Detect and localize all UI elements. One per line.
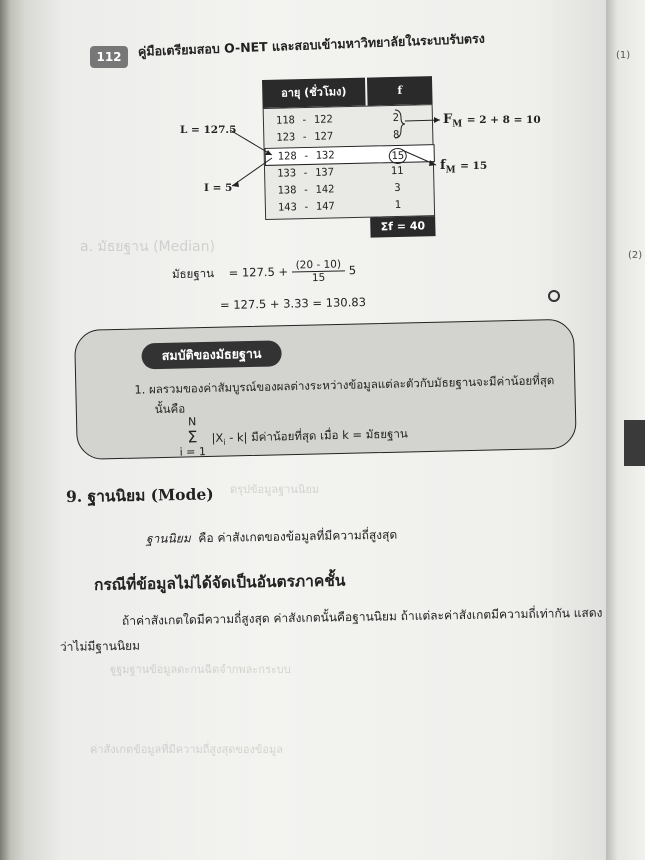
definition-line: ฐานนิยม คือ ค่าสังเกตของข้อมูลที่มีความถี่สูงสุด [145, 527, 398, 546]
age-cell: 133 - 137 [276, 166, 335, 180]
box-title: สมบัติของมัธยฐาน [141, 340, 282, 369]
paragraph-line2: ว่าไม่มีฐานนิยม [59, 638, 141, 654]
page-header [90, 30, 486, 70]
age-cell: 123 - 127 [276, 130, 334, 144]
property-item-text: 1. ผลรวมของค่าสัมบูรณ์ของผลต่างระหว่างข้อมูลแต่ละตัวกับมัธยฐานจะมีค่าน้อยที่สุด [134, 373, 555, 397]
median-property-box [74, 319, 577, 460]
age-cell: 128 - 132 [277, 149, 335, 163]
property-item-text2: นั้นคือ [154, 401, 186, 417]
circle-marker: 15 [389, 148, 407, 164]
table-body [263, 104, 435, 220]
book-spine-edge [0, 0, 26, 860]
show-through-text: ดรุปข้อมูลฐานนิยม [230, 483, 320, 496]
show-through-text: a. มัธยฐาน (Median) [80, 239, 215, 255]
total-frequency: Σf = 40 [370, 216, 435, 237]
age-cell: 143 - 147 [277, 200, 335, 214]
paragraph-line1: ถ้าค่าสังเกตใดมีความถี่สูงสุด ค่าสังเกตนั้นคือฐานนิยม ถ้าแต่ละค่าสังเกตมีความถี่เท่ากัน แสดง [121, 605, 603, 628]
right-page-fragment: (1) [616, 50, 631, 61]
sigma-notation: N Σ i = 1 [179, 415, 207, 459]
book-title: คู่มือเตรียมสอบ O-NET และสอบเข้ามหาวิทยาลัยในระบบรับตรง [137, 30, 486, 59]
label-fm-small: $f_M = 15$ [440, 158, 488, 176]
median-formula-line1: มัธยฐาน = 127.5 + $\frac{(20 - 10)}{15}$ 5 [171, 258, 357, 285]
median-formula-line2: = 127.5 + 3.33 = 130.83 [219, 294, 367, 312]
subheading: กรณีที่ข้อมูลไม่ได้จัดเป็นอันตรภาคชั้น [93, 571, 346, 594]
label-i: I = 5 [204, 182, 233, 194]
side-tab [624, 420, 645, 466]
section-heading: 9. ฐานนิยม (Mode) [65, 484, 214, 506]
freq-cell: 8 [392, 128, 400, 142]
gear-icon [548, 290, 560, 302]
age-cell: 118 - 122 [275, 113, 333, 127]
show-through-text: ค่าสังเกตข้อมูลที่มีความถี่สูงสุดของข้อมูล [90, 743, 283, 756]
right-page-fragment: (2) [628, 250, 643, 261]
freq-cell: 3 [394, 181, 401, 195]
age-cell: 138 - 142 [277, 183, 335, 197]
sigma-expression: $|X_i - k|$ มีค่าน้อยที่สุด เมื่อ k = มัธยฐาน [211, 426, 408, 447]
freq-cell: 11 [390, 164, 404, 178]
label-fm: $F_M = 2 + 8 = 10$ [443, 112, 541, 130]
frequency-table [262, 76, 436, 240]
show-through-text: ฐูฐมฐานข้อมูลดะกนฉีดจำกพละกระบบ [110, 663, 291, 676]
fraction: $\frac{(20 - 10)}{15}$ [292, 258, 346, 284]
page-number: 112 [90, 46, 128, 68]
column-header-age: อายุ (ชั่วโมง) [262, 78, 366, 108]
freq-cell: 1 [394, 198, 402, 212]
freq-cell-circled [388, 148, 408, 164]
definition-term: ฐานนิยม [145, 531, 191, 546]
freq-cell: 2 [392, 111, 400, 125]
label-l: L = 127.5 [180, 124, 237, 136]
table-row [266, 196, 436, 218]
column-header-f: f [367, 76, 433, 105]
